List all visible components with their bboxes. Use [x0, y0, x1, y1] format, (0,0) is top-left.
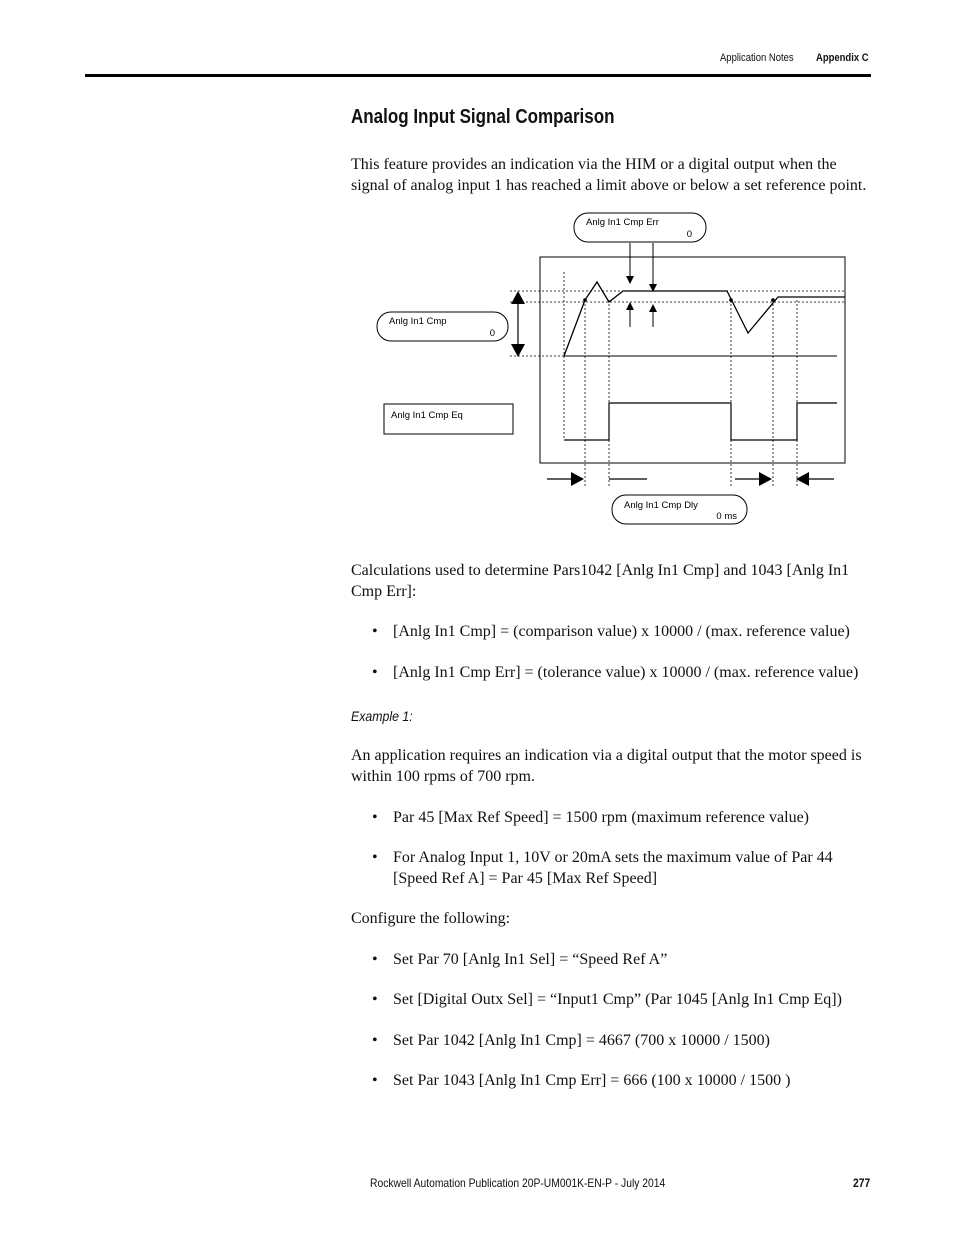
- digital-output-trace: [564, 403, 837, 440]
- cmp-err-value: 0: [686, 229, 692, 240]
- intro-paragraph: This feature provides an indication via the HIM or a digital output when the signal of analog input 1 has reached a limit above or below a set reference point.: [351, 156, 867, 194]
- example-heading: Example 1:: [351, 708, 413, 724]
- cmp-dly-box: [612, 495, 747, 524]
- calc-bullet-2: • [Anlg In1 Cmp Err] = (tolerance value) x 10000 / (max. reference value): [393, 663, 873, 684]
- example-bullet-2: • For Analog Input 1, 10V or 20mA sets the maximum value of Par 44 [Speed Ref A] = Par 45 [Max Ref Speed]: [393, 848, 843, 889]
- timing-guides: [564, 272, 797, 488]
- example-bullet-1: • Par 45 [Max Ref Speed] = 1500 rpm (maximum reference value): [393, 808, 873, 829]
- diagram-frame: [540, 257, 845, 463]
- cmp-value: 0: [489, 328, 495, 339]
- example-text: An application requires an indication via a digital output that the motor speed is within 100 rpms of 700 rpm.: [351, 747, 862, 785]
- configure-bullet-1: • Set Par 70 [Anlg In1 Sel] = “Speed Ref A”: [393, 950, 873, 971]
- configure-bullet-2: • Set [Digital Outx Sel] = “Input1 Cmp” (Par 1045 [Anlg In1 Cmp Eq]): [393, 990, 873, 1011]
- calc-bullet-1: • [Anlg In1 Cmp] = (comparison value) x 10000 / (max. reference value): [393, 622, 873, 643]
- page-title: Analog Input Signal Comparison: [351, 106, 615, 128]
- delay-arrows: [547, 472, 834, 486]
- cmp-dly-label: Anlg In1 Cmp Dly: [624, 500, 698, 511]
- cmp-dly-value: 0 ms: [716, 511, 737, 522]
- cmp-eq-box: [384, 404, 513, 434]
- tolerance-arrows: [630, 243, 653, 327]
- tolerance-guides: [510, 291, 845, 356]
- configure-bullet-3: • Set Par 1042 [Anlg In1 Cmp] = 4667 (700 x 10000 / 1500): [393, 1031, 873, 1052]
- analog-signal-trace: [564, 282, 845, 356]
- footer-publication: Rockwell Automation Publication 20P-UM001K-EN-P - July 2014: [370, 1176, 666, 1190]
- cmp-err-label: Anlg In1 Cmp Err: [586, 217, 659, 228]
- calc-intro: Calculations used to determine Pars1042 [Anlg In1 Cmp] and 1043 [Anlg In1 Cmp Err]:: [351, 562, 850, 600]
- cmp-eq-label: Anlg In1 Cmp Eq: [391, 410, 463, 421]
- cmp-label: Anlg In1 Cmp: [389, 316, 447, 327]
- header-appendix: Appendix C: [816, 52, 869, 64]
- cmp-box: [377, 312, 508, 341]
- configure-bullet-4: • Set Par 1043 [Anlg In1 Cmp Err] = 666 (100 x 10000 / 1500 ): [393, 1071, 873, 1092]
- configure-intro: Configure the following:: [351, 910, 511, 927]
- header-section: Application Notes: [720, 52, 794, 64]
- cmp-err-box: [574, 213, 706, 242]
- footer-page-number: 277: [853, 1176, 871, 1190]
- comparison-diagram: [0, 0, 954, 560]
- comparison-range-arrow: [511, 291, 525, 357]
